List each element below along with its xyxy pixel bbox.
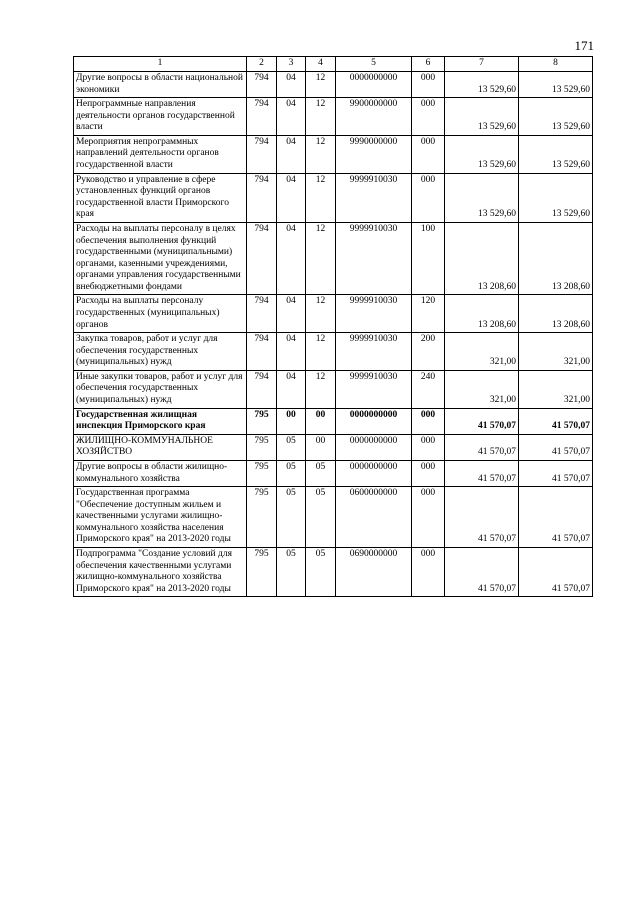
cell-admin-code: 795 <box>247 460 277 486</box>
header-cell: 2 <box>247 57 277 72</box>
cell-section: 04 <box>277 173 306 222</box>
cell-name: Другие вопросы в области национальной экономики <box>74 72 247 98</box>
header-cell: 5 <box>336 57 412 72</box>
cell-admin-code: 795 <box>247 487 277 548</box>
cell-admin-code: 795 <box>247 547 277 596</box>
header-cell: 8 <box>519 57 593 72</box>
cell-amount-col7: 13 529,60 <box>445 173 519 222</box>
cell-amount-col7: 13 208,60 <box>445 222 519 294</box>
table-row <box>74 370 593 408</box>
header-cell: 3 <box>277 57 306 72</box>
cell-subsection: 00 <box>306 434 336 460</box>
cell-target-article: 0690000000 <box>336 547 412 596</box>
cell-amount-col7: 41 570,07 <box>445 434 519 460</box>
cell-expense-type: 000 <box>412 173 445 222</box>
cell-section: 00 <box>277 408 306 434</box>
table-row <box>74 460 593 486</box>
cell-expense-type: 000 <box>412 135 445 173</box>
cell-admin-code: 794 <box>247 333 277 371</box>
table-row <box>74 98 593 136</box>
table-row <box>74 295 593 333</box>
cell-amount-col8: 13 529,60 <box>519 135 593 173</box>
cell-expense-type: 000 <box>412 434 445 460</box>
cell-amount-col8: 41 570,07 <box>519 434 593 460</box>
cell-target-article: 0000000000 <box>336 72 412 98</box>
cell-name: Мероприятия непрограммных направлений деятельности органов государственной власти <box>74 135 247 173</box>
cell-target-article: 9999910030 <box>336 222 412 294</box>
cell-amount-col7: 41 570,07 <box>445 460 519 486</box>
table-row <box>74 547 593 596</box>
header-row <box>74 57 593 72</box>
cell-section: 05 <box>277 547 306 596</box>
cell-amount-col7: 13 529,60 <box>445 135 519 173</box>
cell-expense-type: 000 <box>412 408 445 434</box>
cell-amount-col7: 41 570,07 <box>445 408 519 434</box>
cell-target-article: 9999910030 <box>336 333 412 371</box>
cell-admin-code: 794 <box>247 135 277 173</box>
cell-name: Иные закупки товаров, работ и услуг для обеспечения государственных (муниципальных) нужд <box>74 370 247 408</box>
cell-subsection: 05 <box>306 460 336 486</box>
cell-amount-col8: 13 208,60 <box>519 295 593 333</box>
cell-name: Расходы на выплаты персоналу государственных (муниципальных) органов <box>74 295 247 333</box>
cell-admin-code: 794 <box>247 370 277 408</box>
cell-amount-col7: 321,00 <box>445 370 519 408</box>
cell-section: 04 <box>277 72 306 98</box>
cell-subsection: 12 <box>306 333 336 371</box>
cell-name: Закупка товаров, работ и услуг для обеспечения государственных (муниципальных) нужд <box>74 333 247 371</box>
cell-admin-code: 794 <box>247 98 277 136</box>
cell-name: ЖИЛИЩНО-КОММУНАЛЬНОЕ ХОЗЯЙСТВО <box>74 434 247 460</box>
cell-name: Государственная программа "Обеспечение доступным жильем и качественными услугами жилищно-коммунального хозяйства населения Приморского края" на 2013-2020 годы <box>74 487 247 548</box>
cell-subsection: 12 <box>306 98 336 136</box>
cell-admin-code: 794 <box>247 72 277 98</box>
cell-subsection: 00 <box>306 408 336 434</box>
cell-subsection: 12 <box>306 173 336 222</box>
page-number: 171 <box>574 38 594 53</box>
table-row <box>74 222 593 294</box>
table-row <box>74 72 593 98</box>
cell-subsection: 05 <box>306 547 336 596</box>
header-cell: 1 <box>74 57 247 72</box>
cell-subsection: 05 <box>306 487 336 548</box>
table-body <box>74 72 593 597</box>
cell-section: 04 <box>277 222 306 294</box>
cell-section: 05 <box>277 460 306 486</box>
cell-amount-col7: 41 570,07 <box>445 547 519 596</box>
cell-amount-col7: 41 570,07 <box>445 487 519 548</box>
cell-target-article: 0600000000 <box>336 487 412 548</box>
cell-target-article: 9999910030 <box>336 295 412 333</box>
cell-target-article: 0000000000 <box>336 408 412 434</box>
cell-amount-col8: 41 570,07 <box>519 547 593 596</box>
cell-amount-col8: 321,00 <box>519 333 593 371</box>
cell-name: Непрограммные направления деятельности органов государственной власти <box>74 98 247 136</box>
cell-name: Подпрограмма "Создание условий для обеспечения качественными услугами жилищно-коммунального хозяйства Приморского края" на 2013-2020 годы <box>74 547 247 596</box>
cell-amount-col8: 13 208,60 <box>519 222 593 294</box>
cell-section: 04 <box>277 333 306 371</box>
cell-amount-col8: 13 529,60 <box>519 72 593 98</box>
cell-amount-col8: 41 570,07 <box>519 460 593 486</box>
table-row <box>74 434 593 460</box>
cell-amount-col8: 13 529,60 <box>519 173 593 222</box>
cell-amount-col8: 41 570,07 <box>519 408 593 434</box>
budget-table <box>73 56 593 597</box>
cell-name: Государственная жилищная инспекция Приморского края <box>74 408 247 434</box>
cell-subsection: 12 <box>306 295 336 333</box>
cell-target-article: 9999910030 <box>336 173 412 222</box>
cell-subsection: 12 <box>306 370 336 408</box>
cell-section: 04 <box>277 98 306 136</box>
cell-subsection: 12 <box>306 222 336 294</box>
cell-amount-col8: 321,00 <box>519 370 593 408</box>
cell-expense-type: 100 <box>412 222 445 294</box>
cell-admin-code: 795 <box>247 408 277 434</box>
header-cell: 6 <box>412 57 445 72</box>
cell-expense-type: 120 <box>412 295 445 333</box>
cell-admin-code: 794 <box>247 173 277 222</box>
cell-expense-type: 240 <box>412 370 445 408</box>
header-cell: 7 <box>445 57 519 72</box>
cell-amount-col7: 13 208,60 <box>445 295 519 333</box>
cell-section: 05 <box>277 487 306 548</box>
header-cell: 4 <box>306 57 336 72</box>
table-row <box>74 173 593 222</box>
cell-admin-code: 794 <box>247 222 277 294</box>
cell-subsection: 12 <box>306 135 336 173</box>
cell-amount-col8: 13 529,60 <box>519 98 593 136</box>
cell-expense-type: 000 <box>412 98 445 136</box>
cell-expense-type: 000 <box>412 460 445 486</box>
cell-expense-type: 200 <box>412 333 445 371</box>
cell-target-article: 0000000000 <box>336 460 412 486</box>
cell-name: Руководство и управление в сфере установленных функций органов государственной власти Приморского края <box>74 173 247 222</box>
cell-target-article: 9900000000 <box>336 98 412 136</box>
cell-admin-code: 795 <box>247 434 277 460</box>
table-header <box>74 57 593 72</box>
cell-section: 04 <box>277 370 306 408</box>
table-row <box>74 333 593 371</box>
table-row <box>74 135 593 173</box>
cell-subsection: 12 <box>306 72 336 98</box>
cell-amount-col7: 13 529,60 <box>445 98 519 136</box>
cell-target-article: 9999910030 <box>336 370 412 408</box>
cell-amount-col7: 321,00 <box>445 333 519 371</box>
cell-name: Расходы на выплаты персоналу в целях обеспечения выполнения функций государственными (муниципальными) органами, казенными учреждениями, органами управления государственными внебюджетными фондами <box>74 222 247 294</box>
cell-name: Другие вопросы в области жилищно-коммунального хозяйства <box>74 460 247 486</box>
cell-section: 04 <box>277 135 306 173</box>
cell-admin-code: 794 <box>247 295 277 333</box>
cell-amount-col7: 13 529,60 <box>445 72 519 98</box>
cell-expense-type: 000 <box>412 487 445 548</box>
cell-target-article: 9990000000 <box>336 135 412 173</box>
cell-amount-col8: 41 570,07 <box>519 487 593 548</box>
cell-expense-type: 000 <box>412 547 445 596</box>
cell-section: 05 <box>277 434 306 460</box>
table-row <box>74 408 593 434</box>
table-row <box>74 487 593 548</box>
cell-section: 04 <box>277 295 306 333</box>
cell-expense-type: 000 <box>412 72 445 98</box>
cell-target-article: 0000000000 <box>336 434 412 460</box>
